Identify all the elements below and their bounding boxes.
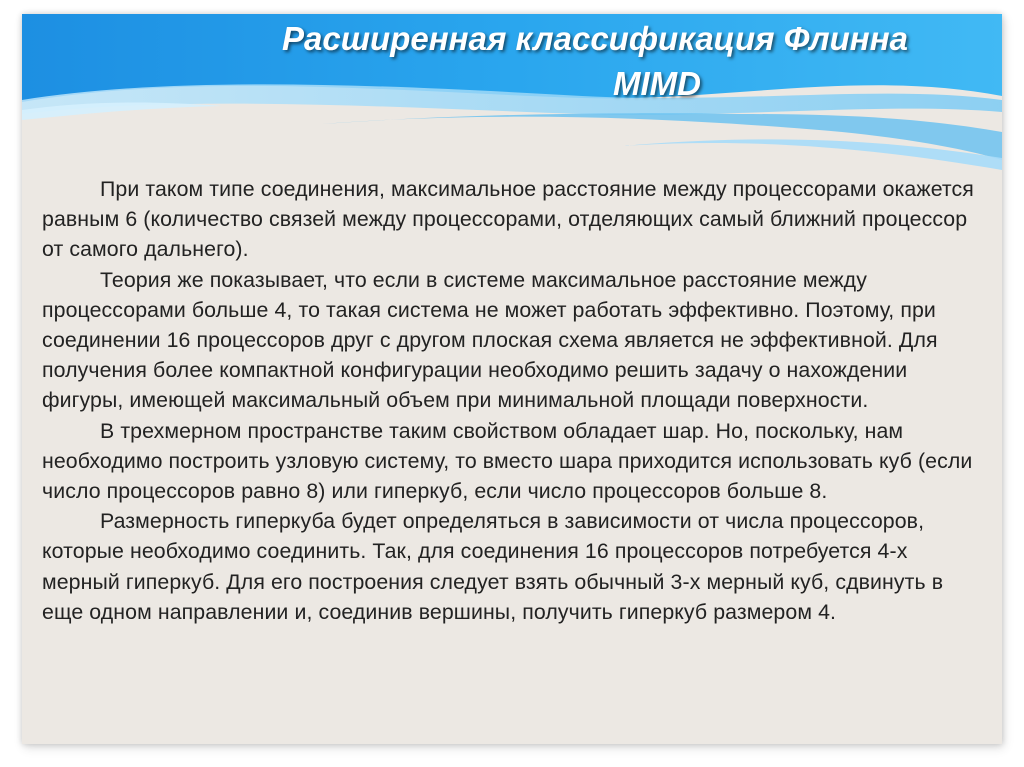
paragraph-2: Теория же показывает, что если в системе максимальное расстояние между процессорами больше 4, то такая система не может работать эффективно. Поэтому, при соединении 16 процессоров друг с другом плоская схема является не эффективной. Для получения более компактной конфигурации необходимо решить задачу о нахождении фигуры, имеющей максимальный объем при минимальной площади поверхности. [42, 267, 938, 413]
slide-body [42, 174, 977, 627]
paragraph-3: В трехмерном пространстве таким свойством обладает шар. Но, поскольку, нам необходимо построить узловую систему, то вместо шара приходится использовать куб (если число процессоров равно 8) или гиперкуб, если число процессоров больше 8. [42, 418, 973, 504]
slide-title-line1: Расширенная классификация Флинна [282, 20, 908, 57]
slide-title-line2: MIMD [613, 65, 701, 102]
slide-title [22, 16, 1002, 106]
paragraph-4: Размерность гиперкуба будет определяться в зависимости от числа процессоров, которые необходимо соединить. Так, для соединения 16 процессоров потребуется 4-х мерный гиперкуб. Для его построения следует взять обычный 3-х мерный куб, сдвинуть в еще одном направлении и, соединив вершины, получить гиперкуб размером 4. [42, 509, 944, 624]
paragraph-1: При таком типе соединения, максимальное расстояние между процессорами окажется равным 6 (количество связей между процессорами, отделяющих самый ближний процессор от самого дальнего). [42, 177, 974, 262]
